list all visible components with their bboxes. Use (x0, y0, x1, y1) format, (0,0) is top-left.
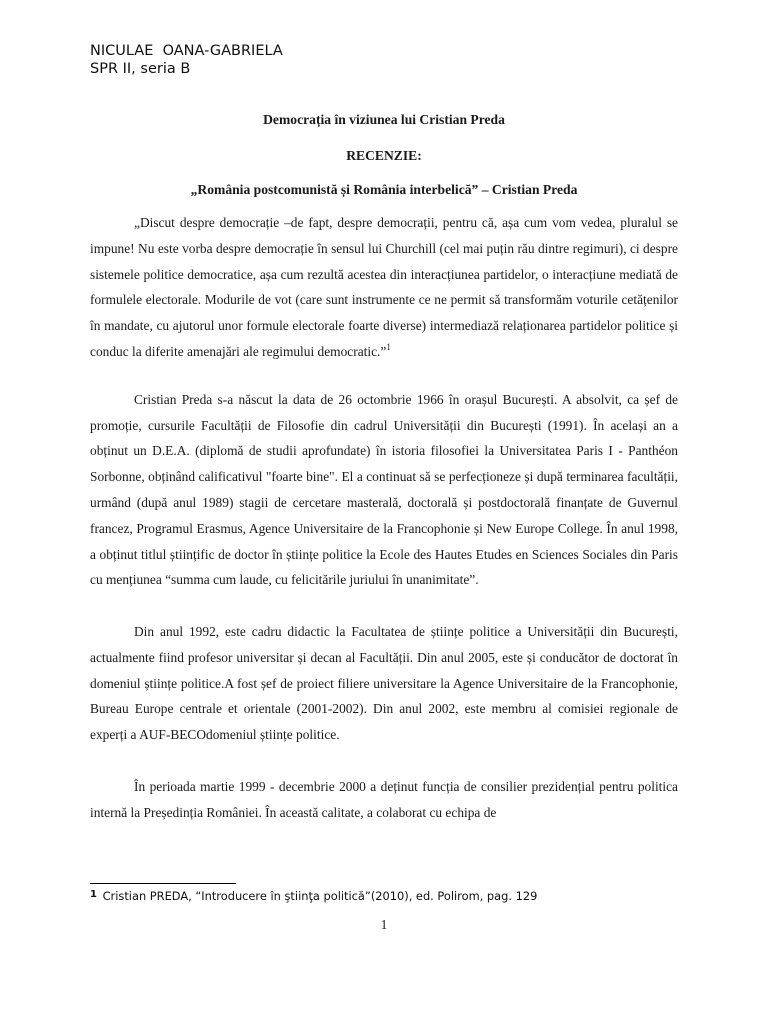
student-group: SPR II, seria B (90, 61, 191, 77)
author-header (90, 42, 283, 78)
paragraph-quote (90, 210, 678, 365)
paragraph-presidency: În perioada martie 1999 - decembrie 2000 a deținut funcția de consilier prezidențial pentru politica internă la Președinția României. În această calitate, a colaborat cu echipa de (90, 778, 678, 820)
footnote-marker: 1 (90, 889, 97, 900)
footnote (90, 889, 537, 903)
paragraph-biography: Cristian Preda s-a născut la data de 26 octombrie 1966 în orașul București. A absolvit, ca șef de promoție, cursurile Facultății de Filosofie din cadrul Universității din București (1991). În același an a obținut un D.E.A. (diplomă de studii aprofundate) în istoria filosofiei la Universitatea Paris I - Panthéon Sorbonne, obținând calificativul "foarte bine". El a continuat să se perfecționeze și după terminarea facultății, urmând (după anul 1989) stagii de cercetare masterală, doctorală și postdoctorală finanțate de Guvernul francez, Programul Erasmus, Agence Universitaire de la Francophonie și New Europe College. În anul 1998, a obținut titlul științific de doctor în științe politice la Ecole des Hautes Etudes en Sciences Sociales din Paris cu mențiunea “summa cum laude, cu felicitările juriului în unanimitate”. (90, 391, 678, 588)
paragraph-text: „Discut despre democrație –de fapt, despre democrații, pentru că, așa cum vom vedea, pluralul se impune! Nu este vorba despre democrație în sensul lui Churchill (cel mai puțin rău dintre regimuri), ci despre sistemele politice democratice, așa cum rezultă acestea din interacțiunea partidelor, o interacțiune mediată de formulele electorale. Modurile de vot (care sunt instrumente ce ne permit să transformăm voturile cetățenilor în mandate, cu ajutorul unor formule electorale foarte diverse) intermediază relaționarea partidelor politice și conduc la diferite amenajări ale regimului democratic.” (90, 215, 678, 359)
document-body (90, 210, 678, 851)
paragraph-career: Din anul 1992, este cadru didactic la Facultatea de științe politice a Universității din București, actualmente fiind profesor universitar și decan al Facultății. Din anul 2005, este și conducător de doctorat în domeniul științe politice.A fost șef de proiect filiere universitare la Agence Universitaire de la Francophonie, Bureau Europe centrale et orientale (2001-2002). Din anul 2002, este membru al comisiei regionale de experți a AUF-BECOdomeniul științe politice. (90, 623, 678, 743)
author-name: NICULAE OANA-GABRIELA (90, 43, 283, 59)
document-title: Democrația în viziunea lui Cristian Preda (263, 112, 505, 127)
footnote-reference: 1 (386, 341, 391, 352)
page-number: 1 (380, 917, 388, 932)
footnote-text: Cristian PREDA, “Introducere în ştiinţa politică”(2010), ed. Polirom, pag. 129 (102, 889, 538, 903)
footnote-separator (90, 883, 236, 884)
review-heading: RECENZIE: (346, 148, 422, 163)
book-title: „România postcomunistă și România interbelică” – Cristian Preda (190, 182, 578, 197)
